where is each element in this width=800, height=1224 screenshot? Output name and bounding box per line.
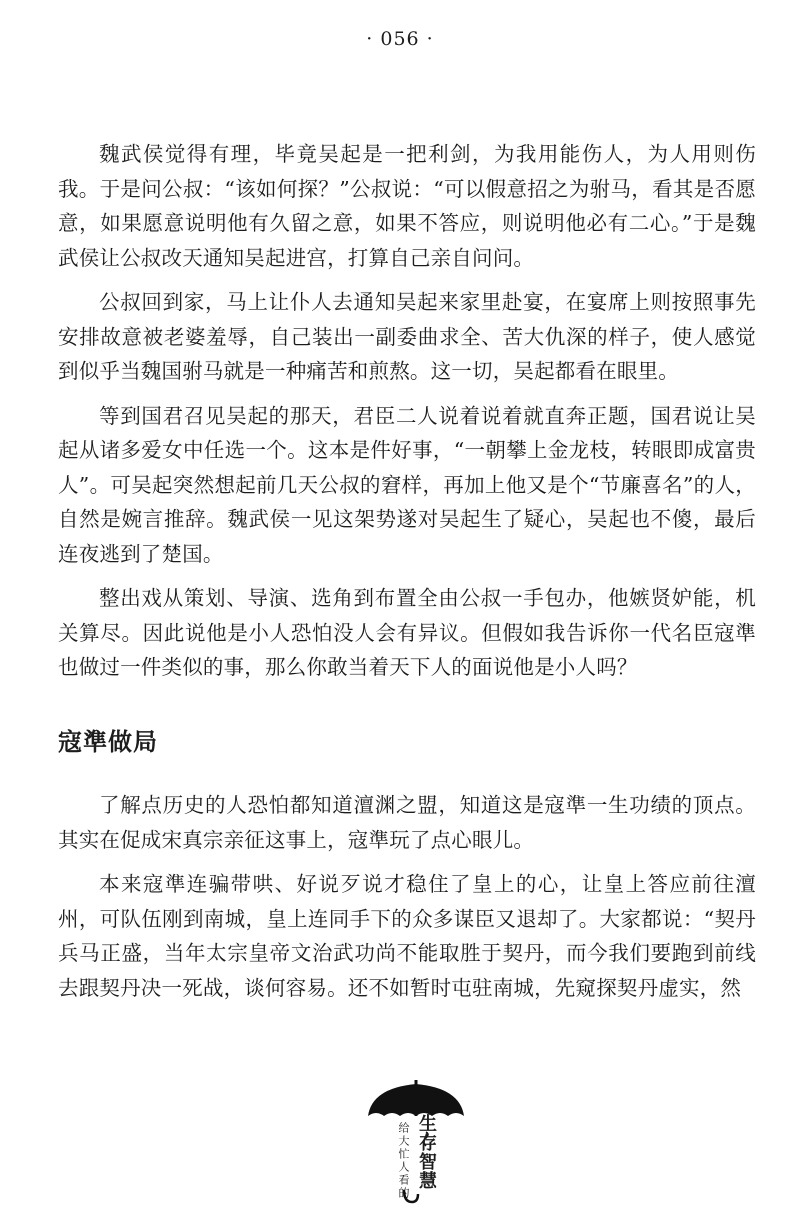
logo-subtitle: 给大忙人看的 — [397, 1122, 410, 1200]
paragraph: 等到国君召见吴起的那天，君臣二人说着说着就直奔正题，国君说让吴起从诸多爱女中任选一个。这本是件好事，“一朝攀上金龙枝，转眼即成富贵人”。可吴起突然想起前几天公叔的窘样，再加上他又是个“节廉喜名”的人，自然是婉言推辞。魏武侯一见这架势遂对吴起生了疑心，吴起也不傻，最后连夜逃到了楚国。 — [58, 403, 756, 566]
paragraph: 整出戏从策划、导演、选角到布置全由公叔一手包办，他嫉贤妒能，机关算尽。因此说他是小人恐怕没人会有异议。但假如我告诉你一代名臣寇準也做过一件类似的事，那么你敢当着天下人的面说他是小人吗？ — [58, 586, 756, 679]
body-text-top — [58, 137, 756, 695]
body-text-bottom — [58, 788, 756, 1015]
page-number: · 056 · — [366, 28, 434, 50]
paragraph: 了解点历史的人恐怕都知道澶渊之盟，知道这是寇準一生功绩的顶点。其实在促成宋真宗亲征这事上，寇準玩了点心眼儿。 — [58, 793, 756, 852]
logo-title: 生存智慧 — [416, 1114, 437, 1190]
footer-logo — [364, 1076, 476, 1206]
paragraph: 本来寇準连骗带哄、好说歹说才稳住了皇上的心，让皇上答应前往澶州，可队伍刚到南城，皇上连同手下的众多谋臣又退却了。大家都说：“契丹兵马正盛，当年太宗皇帝文治武功尚不能取胜于契丹，而今我们要跑到前线去跟契丹决一死战，谈何容易。还不如暂时屯驻南城，先窥探契丹虚实，然 — [58, 872, 756, 1000]
paragraph: 公叔回到家，马上让仆人去通知吴起来家里赴宴，在宴席上则按照事先安排故意被老婆羞辱，自己装出一副委曲求全、苦大仇深的样子，使人感觉到似乎当魏国驸马就是一种痛苦和煎熬。这一切，吴起都看在眼里。 — [58, 290, 756, 383]
paragraph: 魏武侯觉得有理，毕竟吴起是一把利剑，为我用能伤人，为人用则伤我。于是问公叔：“该如何探？”公叔说：“可以假意招之为驸马，看其是否愿意，如果愿意说明他有久留之意，如果不答应，则说明他必有二心。”于是魏武侯让公叔改天通知吴起进宫，打算自己亲自问问。 — [58, 142, 756, 270]
section-heading: 寇準做局 — [58, 728, 158, 756]
